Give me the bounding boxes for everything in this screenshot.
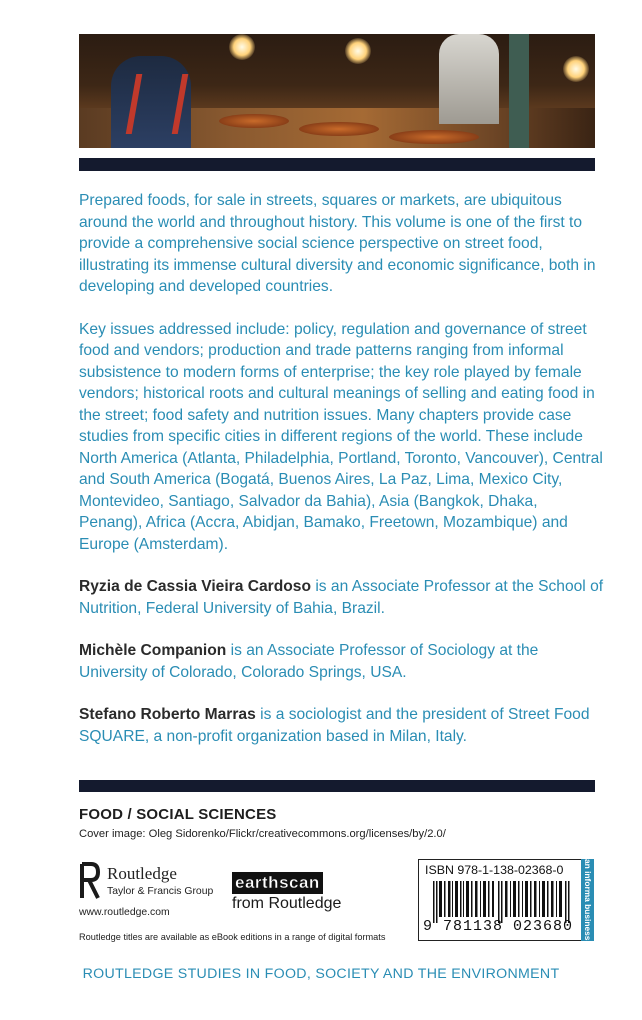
publisher-name: Routledge <box>107 864 177 883</box>
food-tray <box>389 130 479 144</box>
subject-category: FOOD / SOCIAL SCIENCES <box>79 806 277 823</box>
isbn-label: ISBN 978-1-138-02368-0 <box>425 863 564 877</box>
barcode-digits: 9 781138 023680 <box>423 918 574 935</box>
top-rule <box>79 158 595 171</box>
ebook-note: Routledge titles are available as eBook editions in a range of digital formats <box>79 932 386 942</box>
publisher-url: www.routledge.com <box>79 907 170 918</box>
author-bio <box>79 704 604 747</box>
author-description: is an Associate Professor of Sociology at the University of Colorado, Colorado Springs, USA. <box>79 642 539 681</box>
routledge-logo <box>79 862 219 902</box>
cover-image-credit: Cover image: Oleg Sidorenko/Flickr/creativecommons.org/licenses/by/2.0/ <box>79 828 446 840</box>
lamp-icon <box>345 38 371 64</box>
vendor-figure <box>111 56 191 148</box>
food-tray <box>299 122 379 136</box>
customer-figure <box>439 34 499 124</box>
barcode-icon <box>427 881 577 923</box>
blurb-paragraph-2: Key issues addressed include: policy, regulation and governance of street food and vendors; production and trade patterns ranging from informal subsistence to modern forms of enterprise; the key role played by female vendors; historical roots and cultural meanings of selling and eating food in the street; food safety and nutrition issues. Many chapters provide case studies from specific cities in different regions of the world. These include North America (Atlanta, Philadelphia, Portland, Toronto, Vancouver), Central and South America (Bogatá, Buenos Aires, La Paz, Lima, Mexico City, Montevideo, Santiago, Salvador da Bahia), Asia (Bangkok, Dhaka, Penang), Africa (Accra, Abidjan, Bamako, Freetown, Mozambique) and Europe (Amsterdam). <box>79 320 603 553</box>
bottom-rule <box>79 780 595 792</box>
cover-photo <box>79 34 595 148</box>
series-title: ROUTLEDGE STUDIES IN FOOD, SOCIETY AND THE ENVIRONMENT <box>82 966 560 982</box>
earthscan-wordmark: earthscan <box>232 872 323 894</box>
lamp-icon <box>229 34 255 60</box>
author-bio <box>79 576 604 619</box>
stall-pole <box>509 34 529 148</box>
blurb-paragraph-1: Prepared foods, for sale in streets, squares or markets, are ubiquitous around the world and throughout history. This volume is one of the first to provide a comprehensive social science perspective on street food, illustrating its immense cultural diversity and economic significance, both in developing and developed countries. <box>79 192 596 295</box>
informa-business-tag: an informa business <box>583 859 593 941</box>
isbn-barcode-box <box>418 859 582 941</box>
author-name: Stefano Roberto Marras <box>79 706 256 723</box>
routledge-r-icon <box>79 862 101 900</box>
earthscan-logo <box>232 872 362 913</box>
author-description: is an Associate Professor at the School of Nutrition, Federal University of Bahia, Brazil. <box>79 578 604 617</box>
author-bio <box>79 640 604 683</box>
author-description: is a sociologist and the president of Street Food SQUARE, a non-profit organization based in Milan, Italy. <box>79 706 590 745</box>
author-name: Ryzia de Cassia Vieira Cardoso <box>79 578 311 595</box>
earthscan-tagline: from Routledge <box>232 895 342 912</box>
author-name: Michèle Companion <box>79 642 227 659</box>
food-tray <box>219 114 289 128</box>
publisher-group: Taylor & Francis Group <box>107 886 214 897</box>
lamp-icon <box>563 56 589 82</box>
back-cover-text <box>79 190 604 768</box>
